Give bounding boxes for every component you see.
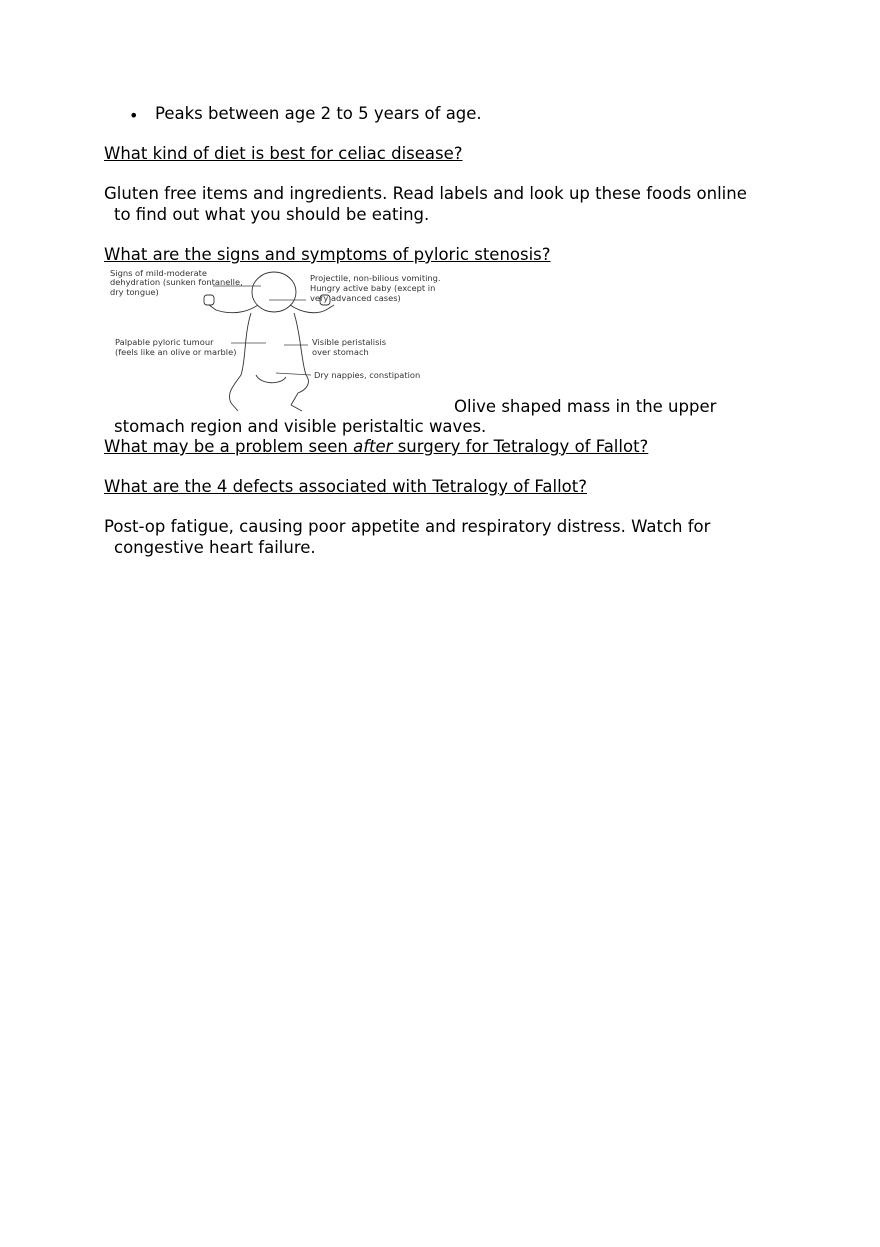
question-after-emphasis: after: [353, 437, 393, 456]
label-tumour-2: (feels like an olive or marble): [115, 347, 237, 357]
question-after-post: surgery for Tetralogy of Fallot?: [392, 437, 649, 456]
pyloric-stenosis-diagram: [106, 265, 446, 413]
answer-celiac-line2: to find out what you should be eating.: [114, 205, 430, 224]
question-pyloric: What are the signs and symptoms of pyloric stenosis?: [104, 245, 551, 264]
label-tumour-1: Palpable pyloric tumour: [115, 337, 214, 347]
label-vomiting-2: Hungry active baby (except in: [310, 283, 436, 293]
label-vomiting-3: very advanced cases): [310, 293, 401, 303]
label-dehydration-3: dry tongue): [110, 287, 159, 297]
label-vomiting-1: Projectile, non-bilious vomiting.: [310, 273, 441, 283]
answer-celiac-line1: Gluten free items and ingredients. Read labels and look up these foods online: [104, 184, 747, 203]
question-celiac: What kind of diet is best for celiac disease?: [104, 144, 463, 163]
label-dehydration-1: Signs of mild-moderate: [110, 268, 208, 278]
question-after-surgery: [104, 437, 648, 457]
bullet-text: Peaks between age 2 to 5 years of age.: [155, 104, 482, 123]
answer-fallot-line1: Post-op fatigue, causing poor appetite and respiratory distress. Watch for: [104, 517, 711, 536]
question-defects: What are the 4 defects associated with Tetralogy of Fallot?: [104, 477, 587, 496]
label-dehydration-2: dehydration (sunken fontanelle,: [110, 277, 243, 287]
answer-pyloric-line1: Olive shaped mass in the upper: [454, 397, 717, 416]
label-peristalsis-1: Visible peristalisis: [312, 337, 387, 347]
answer-fallot-line2: congestive heart failure.: [114, 538, 316, 557]
answer-pyloric-line2: stomach region and visible peristaltic waves.: [114, 417, 487, 436]
label-nappies: Dry nappies, constipation: [314, 370, 421, 380]
label-peristalsis-2: over stomach: [312, 347, 369, 357]
bullet-icon: •: [129, 106, 139, 125]
question-after-pre: What may be a problem seen: [104, 437, 354, 456]
